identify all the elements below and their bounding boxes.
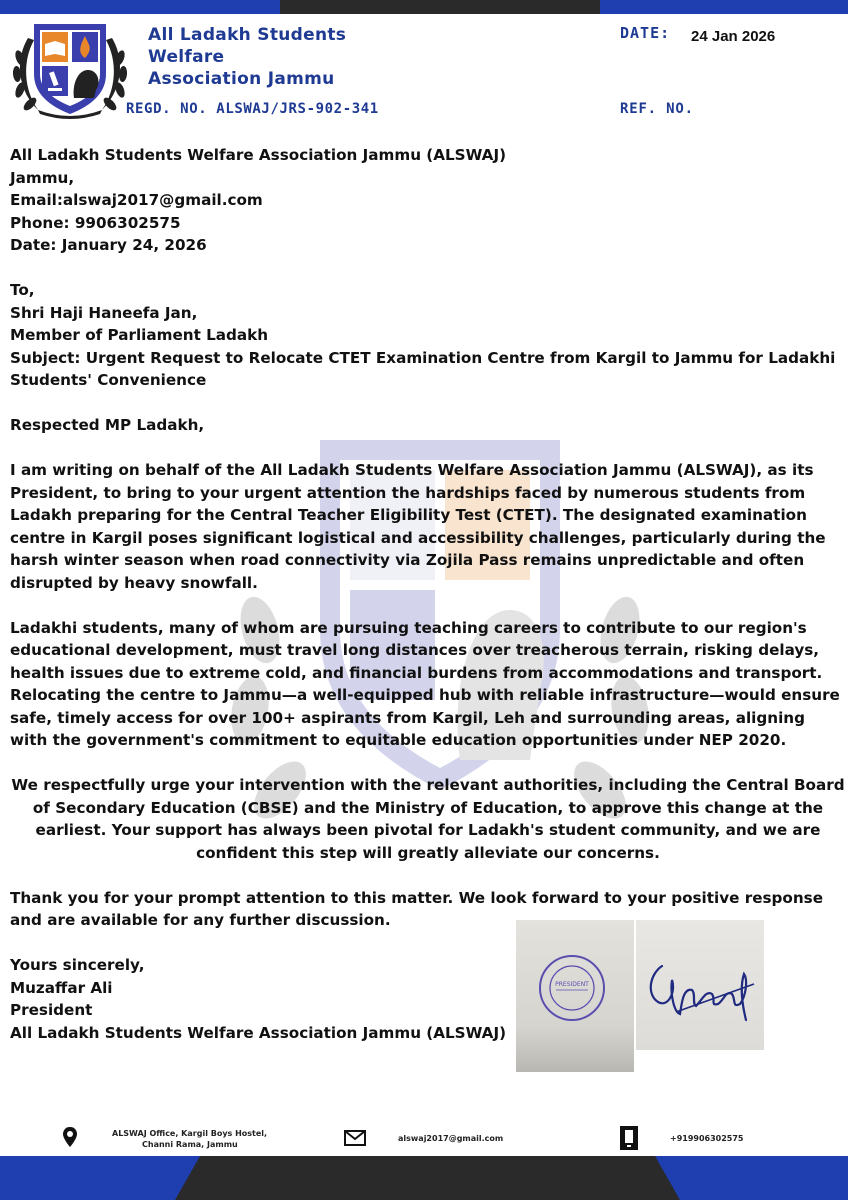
signer-role: President	[10, 1001, 93, 1019]
top-bar-dark	[280, 0, 600, 14]
paragraph-1: I am writing on behalf of the All Ladakh Students Welfare Association Jammu (ALSWAJ), as its President, to bring to your urgent attention the hardships faced by numerous students from Ladakh preparing for the Central Teacher Eligibility Test (CTET). The designated examination centre in Kargil poses significant logistical and accessibility challenges, particularly during the harsh winter season when road connectivity via Zojila Pass remains unpredictable and often disrupted by heavy snowfall.	[10, 461, 826, 592]
bottom-bar	[0, 1156, 848, 1200]
footer-address-line-2: Channi Rama, Jammu	[142, 1140, 238, 1149]
subject-line: Subject: Urgent Request to Relocate CTET Examination Centre from Kargil to Jammu for Ladakhi Students' Convenience	[10, 348, 836, 389]
salutation: Respected MP Ladakh,	[10, 416, 205, 434]
footer-contacts	[0, 1124, 848, 1154]
org-name-line-1: All Ladakh Students	[148, 25, 347, 45]
org-name-line-3: Association Jammu	[148, 69, 335, 89]
paragraph-3: We respectfully urge your intervention with the relevant authorities, including the Central Board of Secondary Education (CBSE) and the Ministry of Education, to approve this change at the earliest. Your support has always been pivotal for Ladakh's student community, and we are confident this step will greatly alleviate our concerns.	[11, 776, 845, 862]
top-bar-blue-left	[0, 0, 280, 14]
sender-phone: Phone: 9906302575	[10, 213, 181, 232]
location-pin-icon	[62, 1126, 78, 1148]
organization-name	[148, 24, 408, 90]
footer-address	[112, 1128, 267, 1150]
bottom-bar-shapes	[0, 1156, 848, 1200]
rubber-stamp	[516, 920, 634, 1072]
sign-off: Yours sincerely,	[10, 956, 145, 974]
date-label: DATE:	[620, 24, 671, 42]
signer-name: Muzaffar Ali	[10, 978, 113, 997]
footer-email: alswaj2017@gmail.com	[398, 1134, 504, 1143]
paragraph-2: Ladakhi students, many of whom are pursuing teaching careers to contribute to our region's educational development, must travel long distances over treacherous terrain, risking delays, health issues due to extreme cold, and financial burdens from accommodations and transport. Relocating the centre to Jammu—a well-equipped hub with reliable infrastructure—would ensure safe, timely access for over 100+ aspirants from Kargil, Leh and surrounding areas, aligning with the government's commitment to equitable education opportunities under NEP 2020.	[10, 618, 840, 749]
sender-line-2: Jammu,	[10, 168, 75, 187]
signature-photo	[636, 920, 764, 1050]
stamp-photo	[516, 920, 634, 1072]
signer-organization: All Ladakh Students Welfare Association Jammu (ALSWAJ)	[10, 1023, 507, 1042]
date-value: 24 Jan 2026	[691, 28, 776, 45]
org-name-line-2: Welfare	[148, 47, 225, 67]
sender-line-1: All Ladakh Students Welfare Association Jammu (ALSWAJ)	[10, 146, 507, 164]
footer-phone: +919906302575	[670, 1134, 744, 1143]
mail-icon	[344, 1130, 366, 1146]
sender-date: Date: January 24, 2026	[10, 236, 207, 254]
letter-body	[10, 144, 846, 1044]
phone-icon	[620, 1126, 638, 1150]
stamp-text: PRESIDENT	[555, 981, 589, 988]
top-bar-blue-right	[600, 0, 848, 14]
footer-address-line-1: ALSWAJ Office, Kargil Boys Hostel,	[112, 1129, 268, 1138]
logo-emblem	[8, 18, 132, 122]
reference-label: REF. NO.	[620, 101, 694, 117]
recipient-to: To,	[10, 281, 35, 299]
registration-number: REGD. NO. ALSWAJ/JRS-902-341	[126, 101, 379, 117]
sender-email: Email:alswaj2017@gmail.com	[10, 191, 263, 209]
paragraph-4: Thank you for your prompt attention to this matter. We look forward to your positive response and are available for any further discussion.	[10, 888, 823, 929]
recipient-name: Shri Haji Haneefa Jan,	[10, 303, 198, 322]
handwritten-signature	[636, 920, 764, 1050]
top-bar	[0, 0, 848, 14]
recipient-title: Member of Parliament Ladakh	[10, 326, 269, 344]
